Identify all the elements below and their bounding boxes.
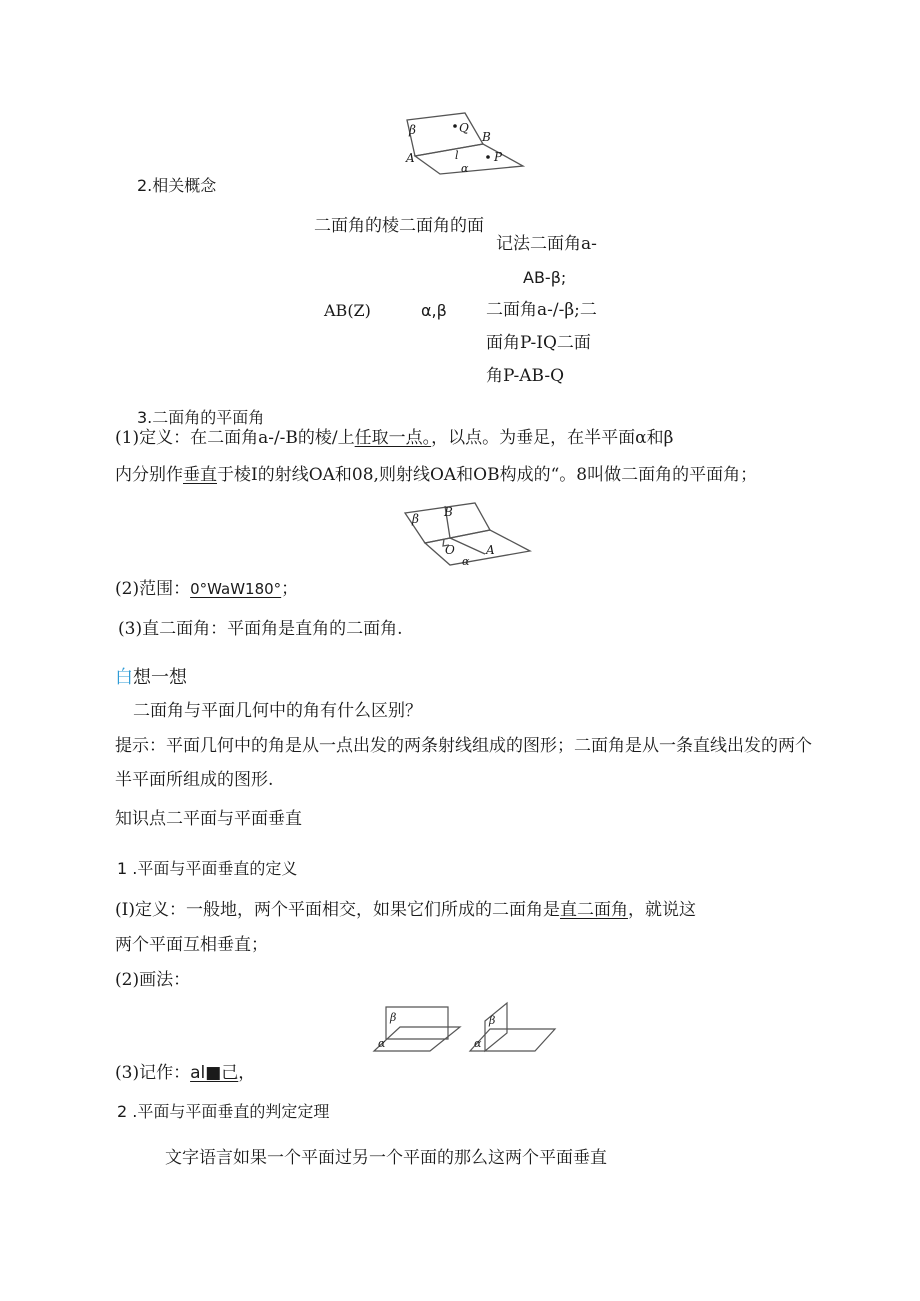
dihedral-angle-figure — [395, 108, 530, 176]
label-beta: β — [409, 123, 416, 137]
label-alpha: α — [461, 162, 469, 175]
subheading-definition: 1 .平面与平面垂直的定义 — [117, 859, 298, 878]
svg-text:α: α — [378, 1037, 386, 1050]
faces-notation: α,β — [421, 301, 447, 320]
edge-notation: AB(Z) — [324, 301, 371, 320]
perpendicular-definition: (I)定义：一般地，两个平面相交，如果它们所成的二面角是直二面角，就说这 — [115, 900, 696, 920]
edge-and-face-labels: 二面角的棱二面角的面 — [314, 216, 484, 236]
think-heading: 白想一想 — [115, 667, 187, 688]
label-p: P — [494, 150, 503, 164]
svg-text:B: B — [444, 505, 453, 519]
label-l: l — [455, 149, 459, 162]
theorem-text: 文字语言如果一个平面过另一个平面的那么这两个平面垂直 — [165, 1148, 607, 1168]
section-heading-related-concepts: 2.相关概念 — [137, 176, 217, 195]
drawing-method-label: (2)画法： — [115, 970, 191, 990]
label-q: Q — [459, 121, 469, 135]
svg-text:A: A — [486, 543, 495, 557]
svg-text:α: α — [462, 555, 470, 568]
think-icon: 白 — [115, 667, 133, 688]
notation-line-4: 面角P-IQ二面 — [486, 333, 591, 353]
range-line: (2)范围：0°WaW180°； — [115, 579, 299, 599]
knowledge-point-title: 知识点二平面与平面垂直 — [115, 809, 302, 829]
svg-text:O: O — [445, 543, 455, 557]
think-question: 二面角与平面几何中的角有什么区别？ — [133, 701, 422, 721]
plane-angle-figure — [400, 498, 535, 570]
perpendicular-planes-figure — [370, 999, 560, 1055]
notation-line-1: 记法二面角a- — [496, 234, 597, 254]
label-a: A — [406, 151, 415, 165]
right-dihedral-definition: (3)直二面角：平面角是直角的二面角. — [118, 619, 403, 639]
notation-line: (3)记作：al■己， — [115, 1063, 256, 1083]
perpendicular-definition-cont: 两个平面互相垂直； — [115, 935, 268, 955]
plane-angle-definition-cont: 内分别作垂直于棱I的射线OA和08,则射线OA和OB构成的“。8叫做二面角的平面角； — [115, 465, 758, 485]
notation-line-3: 二面角a-∕-β;二 — [486, 300, 597, 320]
section-heading-plane-angle: 3.二面角的平面角 — [137, 408, 265, 427]
notation-line-5: 角P-AB-Q — [486, 366, 565, 386]
svg-text:β: β — [390, 1011, 397, 1024]
svg-text:β: β — [412, 512, 419, 526]
plane-angle-definition: (1)定义：在二面角a-∕-B的棱/上任取一点。，以点。为垂足，在半平面α和β — [115, 428, 674, 448]
svg-text:β: β — [489, 1014, 496, 1027]
think-answer-line-1: 提示：平面几何中的角是从一点出发的两条射线组成的图形；二面角是从一条直线出发的两个 — [115, 736, 812, 756]
label-b: B — [482, 130, 491, 144]
think-answer-line-2: 半平面所组成的图形. — [115, 770, 274, 790]
svg-text:α: α — [474, 1037, 482, 1050]
notation-line-2: AB-β; — [523, 268, 567, 287]
subheading-theorem: 2 .平面与平面垂直的判定定理 — [117, 1102, 330, 1121]
